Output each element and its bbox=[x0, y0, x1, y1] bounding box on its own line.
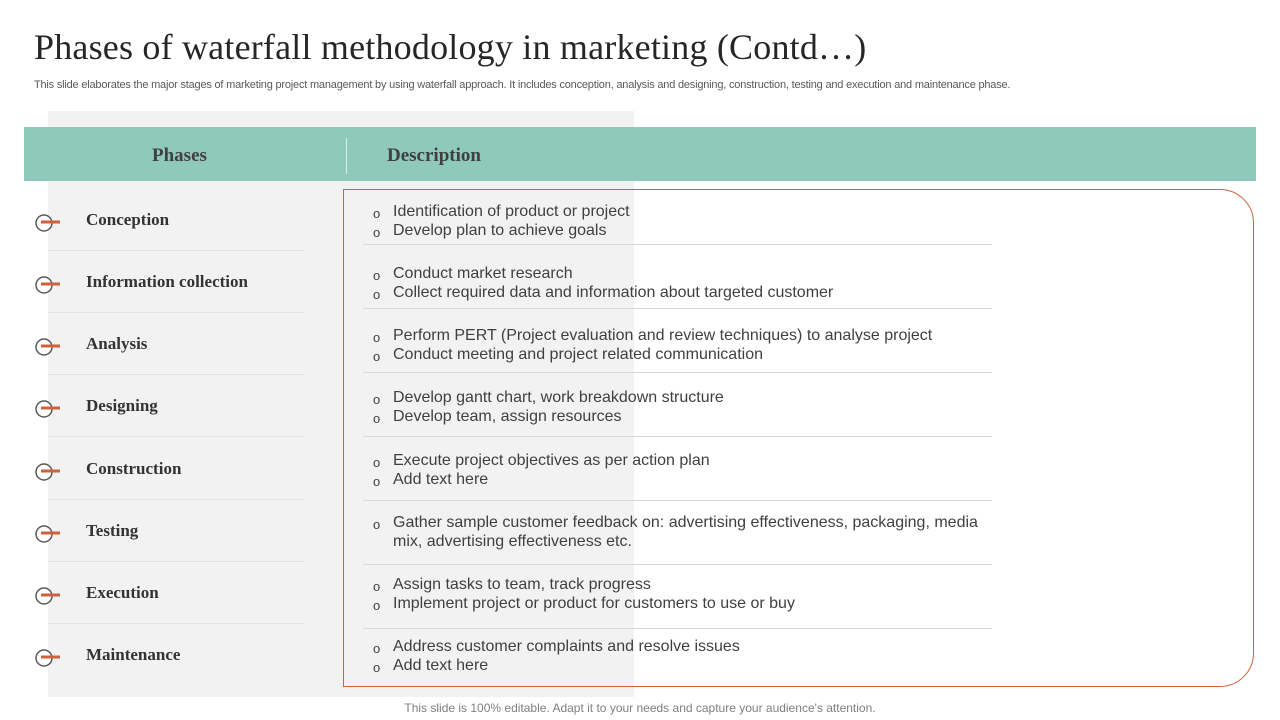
description-divider bbox=[363, 372, 992, 373]
bullet-icon: o bbox=[373, 641, 381, 656]
phase-row-execution bbox=[0, 562, 320, 624]
phase-label: Construction bbox=[86, 459, 182, 478]
circle-with-dash-icon bbox=[33, 273, 61, 295]
description-line: o Conduct meeting and project related communication bbox=[373, 346, 763, 364]
phases-column-header: Phases bbox=[152, 145, 207, 166]
bullet-icon: o bbox=[373, 206, 381, 221]
description-divider bbox=[363, 500, 992, 501]
description-line: o Develop team, assign resources bbox=[373, 408, 622, 426]
phase-row-construction bbox=[0, 438, 320, 500]
bullet-icon: o bbox=[373, 349, 381, 364]
description-line: o Develop plan to achieve goals bbox=[373, 222, 607, 240]
bullet-icon: o bbox=[373, 660, 381, 675]
slide-subtitle: This slide elaborates the major stages of marketing project management by using waterfall approach. It includes conception, analysis and designing, construction, testing and execution and maintenance phase. bbox=[34, 79, 1011, 91]
bullet-icon: o bbox=[373, 411, 381, 426]
description-line-continued: mix, advertising effectiveness etc. bbox=[393, 533, 632, 550]
bullet-icon: o bbox=[373, 455, 381, 470]
description-divider bbox=[363, 308, 992, 309]
bullet-icon: o bbox=[373, 579, 381, 594]
phase-row-information-collection bbox=[0, 251, 320, 313]
phase-row-maintenance bbox=[0, 624, 320, 686]
description-line: o Conduct market research bbox=[373, 265, 573, 283]
bullet-icon: o bbox=[373, 392, 381, 407]
bullet-icon: o bbox=[373, 517, 381, 532]
description-column-header: Description bbox=[387, 145, 481, 166]
circle-with-dash-icon bbox=[33, 584, 61, 606]
bullet-icon: o bbox=[373, 474, 381, 489]
description-line: o Collect required data and information about targeted customer bbox=[373, 284, 834, 302]
phase-label: Conception bbox=[86, 210, 170, 229]
circle-with-dash-icon bbox=[33, 460, 61, 482]
bullet-icon: o bbox=[373, 287, 381, 302]
circle-with-dash-icon bbox=[33, 335, 61, 357]
circle-with-dash-icon bbox=[33, 646, 61, 668]
description-line: o Gather sample customer feedback on: advertising effectiveness, packaging, media bbox=[373, 514, 978, 532]
description-line: o Perform PERT (Project evaluation and review techniques) to analyse project bbox=[373, 327, 933, 345]
circle-with-dash-icon bbox=[33, 522, 61, 544]
description-line: o Identification of product or project bbox=[373, 203, 630, 221]
circle-with-dash-icon bbox=[33, 397, 61, 419]
phase-label: Execution bbox=[86, 583, 159, 602]
description-line: o Add text here bbox=[373, 471, 489, 489]
description-line: o Develop gantt chart, work breakdown structure bbox=[373, 389, 724, 407]
phase-divider bbox=[48, 436, 304, 437]
description-line: o Implement project or product for customers to use or buy bbox=[373, 595, 795, 613]
description-line: o Address customer complaints and resolve issues bbox=[373, 638, 740, 656]
phase-label: Testing bbox=[86, 521, 139, 540]
bullet-icon: o bbox=[373, 268, 381, 283]
phase-row-conception bbox=[0, 189, 320, 251]
description-divider bbox=[363, 244, 992, 245]
description-divider bbox=[363, 628, 992, 629]
footer-note: This slide is 100% editable. Adapt it to your needs and capture your audience's attention. bbox=[404, 701, 876, 715]
header-divider bbox=[346, 138, 347, 174]
phase-row-testing bbox=[0, 500, 320, 562]
phase-row-analysis bbox=[0, 313, 320, 375]
description-line: o Execute project objectives as per action plan bbox=[373, 452, 710, 470]
phase-label: Analysis bbox=[86, 334, 148, 353]
bullet-icon: o bbox=[373, 330, 381, 345]
description-divider bbox=[363, 436, 992, 437]
phase-row-designing bbox=[0, 375, 320, 437]
circle-with-dash-icon bbox=[33, 211, 61, 233]
phase-label: Maintenance bbox=[86, 645, 181, 664]
table-header-band bbox=[24, 127, 1256, 181]
description-divider bbox=[363, 564, 992, 565]
description-line: o Assign tasks to team, track progress bbox=[373, 576, 651, 594]
phase-label: Designing bbox=[86, 396, 158, 415]
description-line: o Add text here bbox=[373, 657, 489, 675]
bullet-icon: o bbox=[373, 225, 381, 240]
bullet-icon: o bbox=[373, 598, 381, 613]
slide-title: Phases of waterfall methodology in marketing (Contd…) bbox=[34, 27, 867, 67]
phase-label: Information collection bbox=[86, 272, 248, 291]
